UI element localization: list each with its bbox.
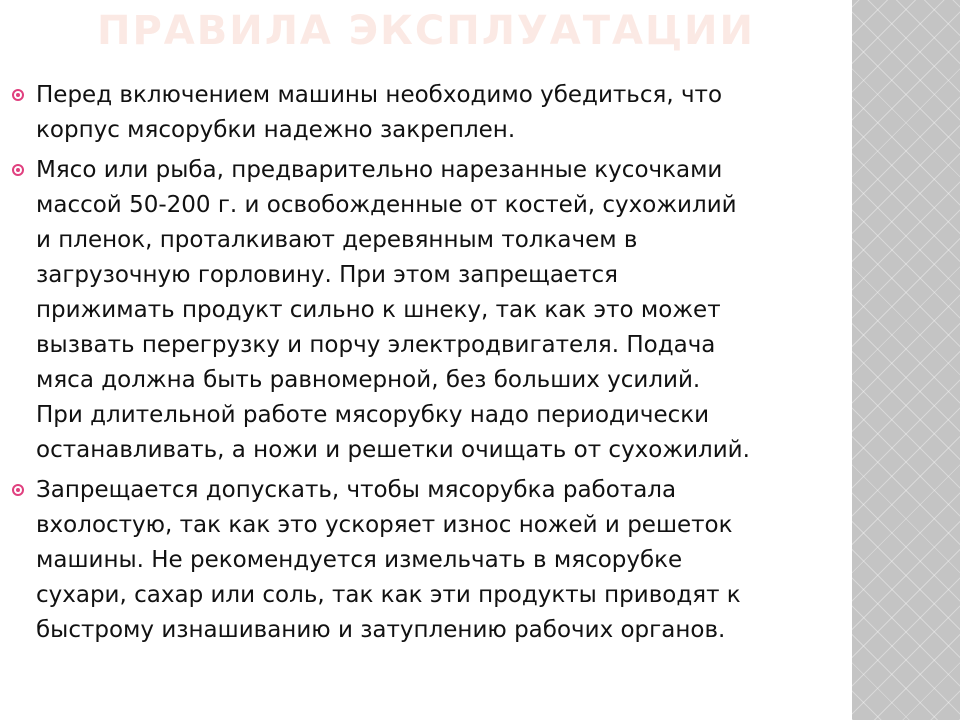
circle-bullet-icon (12, 89, 24, 101)
bullet-text-line: массой 50-200 г. и освобожденные от костей, сухожилий (36, 192, 737, 218)
bullet-text-line: вхолостую, так как это ускоряет износ ножей и решеток (36, 512, 733, 538)
bullet-text-line: корпус мясорубки надежно закреплен. (36, 117, 516, 143)
bullet-text-line: вызвать перегрузку и порчу электродвигателя. Подача (36, 332, 716, 358)
bullet-item (12, 473, 844, 648)
decorative-side-strip (852, 0, 960, 720)
bullet-text-line: Запрещается допускать, чтобы мясорубка работала (36, 477, 677, 503)
circle-bullet-icon (12, 164, 24, 176)
bullet-text-line: Перед включением машины необходимо убедиться, что (36, 82, 723, 108)
bullet-text-line: прижимать продукт сильно к шнеку, так как это может (36, 297, 721, 323)
bullet-text-line: и пленок, проталкивают деревянным толкачем в (36, 227, 638, 253)
circle-bullet-icon (12, 484, 24, 496)
bullet-text-line: Мясо или рыба, предварительно нарезанные кусочками (36, 157, 723, 183)
slide-title: ПРАВИЛА ЭКСПЛУАТАЦИИ (96, 8, 756, 54)
bullet-text-line: машины. Не рекомендуется измельчать в мясорубке (36, 547, 683, 573)
bullet-list (12, 78, 844, 653)
bullet-text-line: останавливать, а ножи и решетки очищать от сухожилий. (36, 437, 750, 463)
bullet-item (12, 78, 844, 148)
bullet-text-line: При длительной работе мясорубку надо периодически (36, 402, 710, 428)
bullet-text-line: быстрому изнашиванию и затуплению рабочих органов. (36, 617, 726, 643)
bullet-text-line: сухари, сахар или соль, так как эти продукты приводят к (36, 582, 741, 608)
bullet-text-line: мяса должна быть равномерной, без больших усилий. (36, 367, 701, 393)
bullet-text-line: загрузочную горловину. При этом запрещается (36, 262, 618, 288)
bullet-item (12, 153, 844, 468)
